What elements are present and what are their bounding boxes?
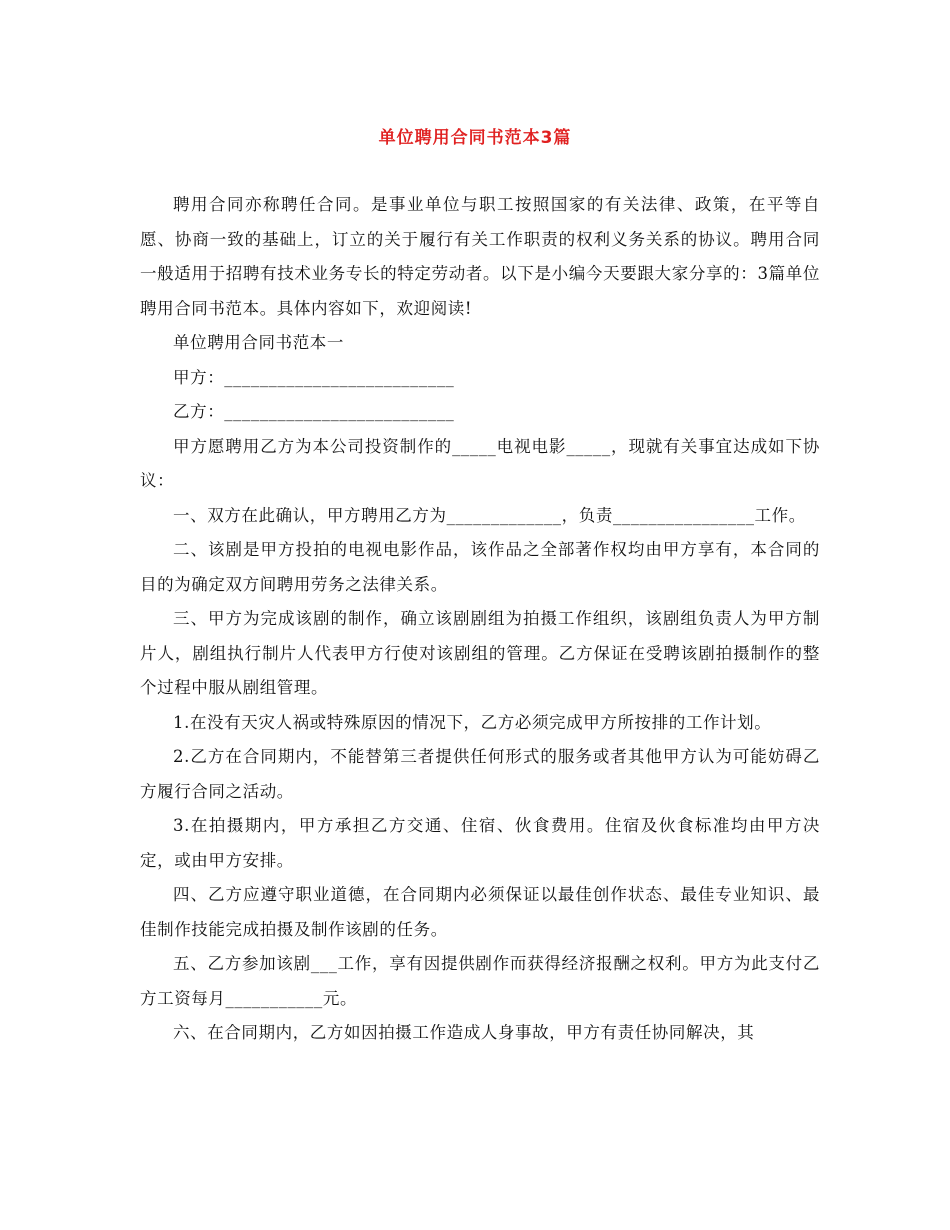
- clause-6: 六、在合同期内，乙方如因拍摄工作造成人身事故，甲方有责任协同解决，其: [173, 1023, 755, 1042]
- clause-2: 二、该剧是甲方投拍的电视电影作品，该作品之全部著作权均由甲方享有，本合同的目的为确定双方间聘用劳务之法律关系。: [140, 540, 820, 594]
- clause-3-item-2: 2.乙方在合同期内，不能替第三者提供任何形式的服务或者其他甲方认为可能妨碍乙方履行合同之活动。: [140, 747, 820, 801]
- agreement-preamble: 甲方愿聘用乙方为本公司投资制作的_____电视电影_____，现就有关事宜达成如下协议：: [140, 436, 820, 490]
- clause-5: 五、乙方参加该剧___工作，享有因提供剧作而获得经济报酬之权利。甲方为此支付乙方工资每月___________元。: [140, 954, 820, 1008]
- clause-3: 三、甲方为完成该剧的制作，确立该剧剧组为拍摄工作组织，该剧组负责人为甲方制片人，剧组执行制片人代表甲方行使对该剧组的管理。乙方保证在受聘该剧拍摄制作的整个过程中服从剧组管理。: [140, 609, 820, 697]
- clause-3-item-3: 3.在拍摄期内，甲方承担乙方交通、住宿、伙食费用。住宿及伙食标准均由甲方决定，或由甲方安排。: [140, 816, 820, 870]
- document-body: [140, 188, 820, 1051]
- party-a-line: 甲方：__________________________: [173, 367, 455, 387]
- intro-paragraph: 聘用合同亦称聘任合同。是事业单位与职工按照国家的有关法律、政策，在平等自愿、协商一致的基础上，订立的关于履行有关工作职责的权利义务关系的协议。聘用合同一般适用于招聘有技术业务专长的特定劳动者。以下是小编今天要跟大家分享的：3篇单位聘用合同书范本。具体内容如下，欢迎阅读!: [140, 195, 820, 318]
- document-title: 单位聘用合同书范本3篇: [378, 128, 572, 148]
- clause-1: 一、双方在此确认，甲方聘用乙方为_____________，负责________________工作。: [173, 505, 806, 525]
- section-heading: 单位聘用合同书范本一: [173, 333, 344, 352]
- clause-4: 四、乙方应遵守职业道德，在合同期内必须保证以最佳创作状态、最佳专业知识、最佳制作技能完成拍摄及制作该剧的任务。: [140, 885, 820, 939]
- clause-3-item-1: 1.在没有天灾人祸或特殊原因的情况下，乙方必须完成甲方所按排的工作计划。: [173, 712, 772, 732]
- party-b-line: 乙方：__________________________: [173, 402, 455, 421]
